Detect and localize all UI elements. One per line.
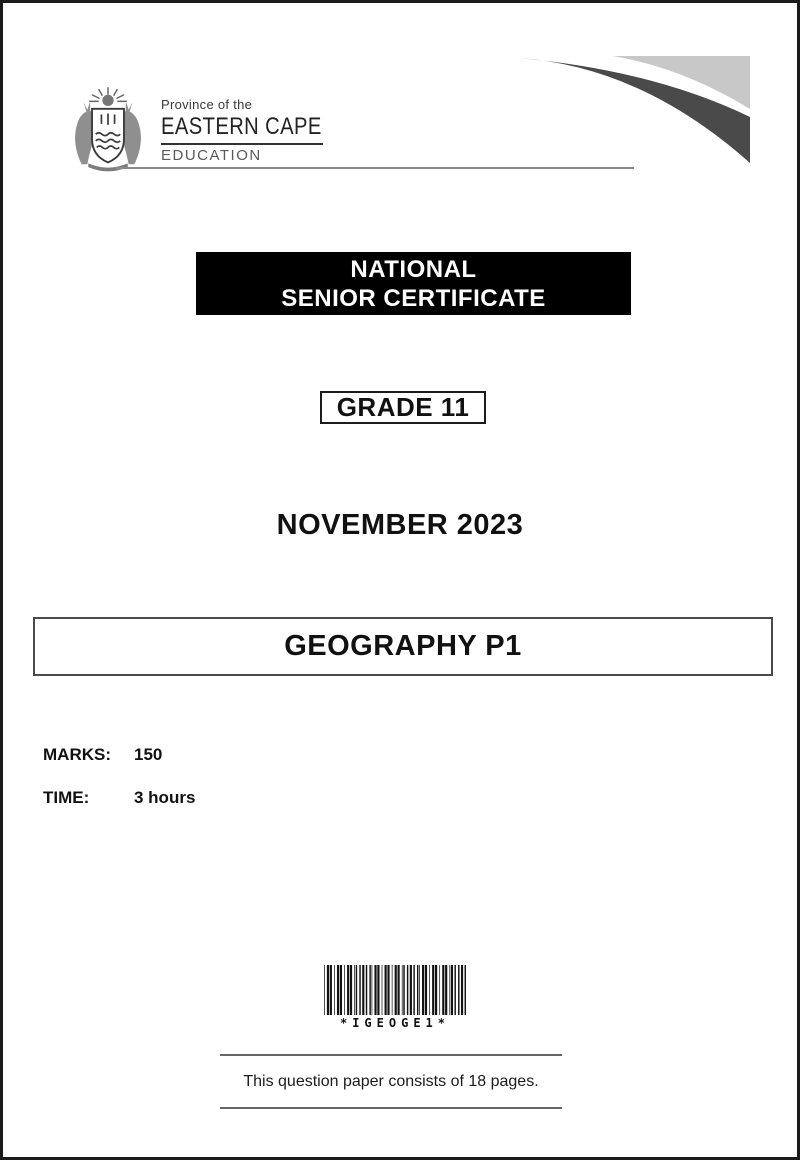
subject-box bbox=[33, 617, 773, 676]
marks-label: MARKS: bbox=[43, 745, 111, 764]
time-label: TIME: bbox=[43, 788, 90, 807]
marks-row bbox=[43, 745, 195, 765]
barcode bbox=[324, 965, 466, 1030]
nsc-banner-line2: SENIOR CERTIFICATE bbox=[281, 284, 546, 312]
logo-department: EDUCATION bbox=[161, 147, 262, 164]
grade-label: GRADE 11 bbox=[336, 392, 470, 422]
barcode-text: *IGEOGE1* bbox=[339, 1016, 451, 1030]
exam-details bbox=[43, 745, 195, 831]
time-value: 3 hours bbox=[134, 788, 196, 807]
provincial-coat-of-arms-icon bbox=[61, 85, 155, 175]
logo-underline bbox=[161, 143, 323, 145]
subject-title: GEOGRAPHY P1 bbox=[284, 630, 522, 662]
footer-note-text: This question paper consists of 18 pages. bbox=[243, 1072, 539, 1090]
marks-value: 150 bbox=[134, 745, 163, 764]
logo-province-name: EASTERN CAPE bbox=[161, 113, 322, 140]
corner-swoosh-icon bbox=[501, 43, 753, 169]
grade-box bbox=[320, 391, 486, 424]
footer-note bbox=[220, 1054, 562, 1109]
logo-wordmark bbox=[161, 97, 381, 164]
logo-province-line: Province of the bbox=[161, 97, 253, 112]
exam-session: NOVEMBER 2023 bbox=[276, 509, 524, 541]
nsc-banner bbox=[196, 252, 631, 315]
time-row bbox=[43, 788, 195, 808]
barcode-bars-icon bbox=[324, 965, 466, 1015]
nsc-banner-line1: NATIONAL bbox=[350, 255, 477, 283]
